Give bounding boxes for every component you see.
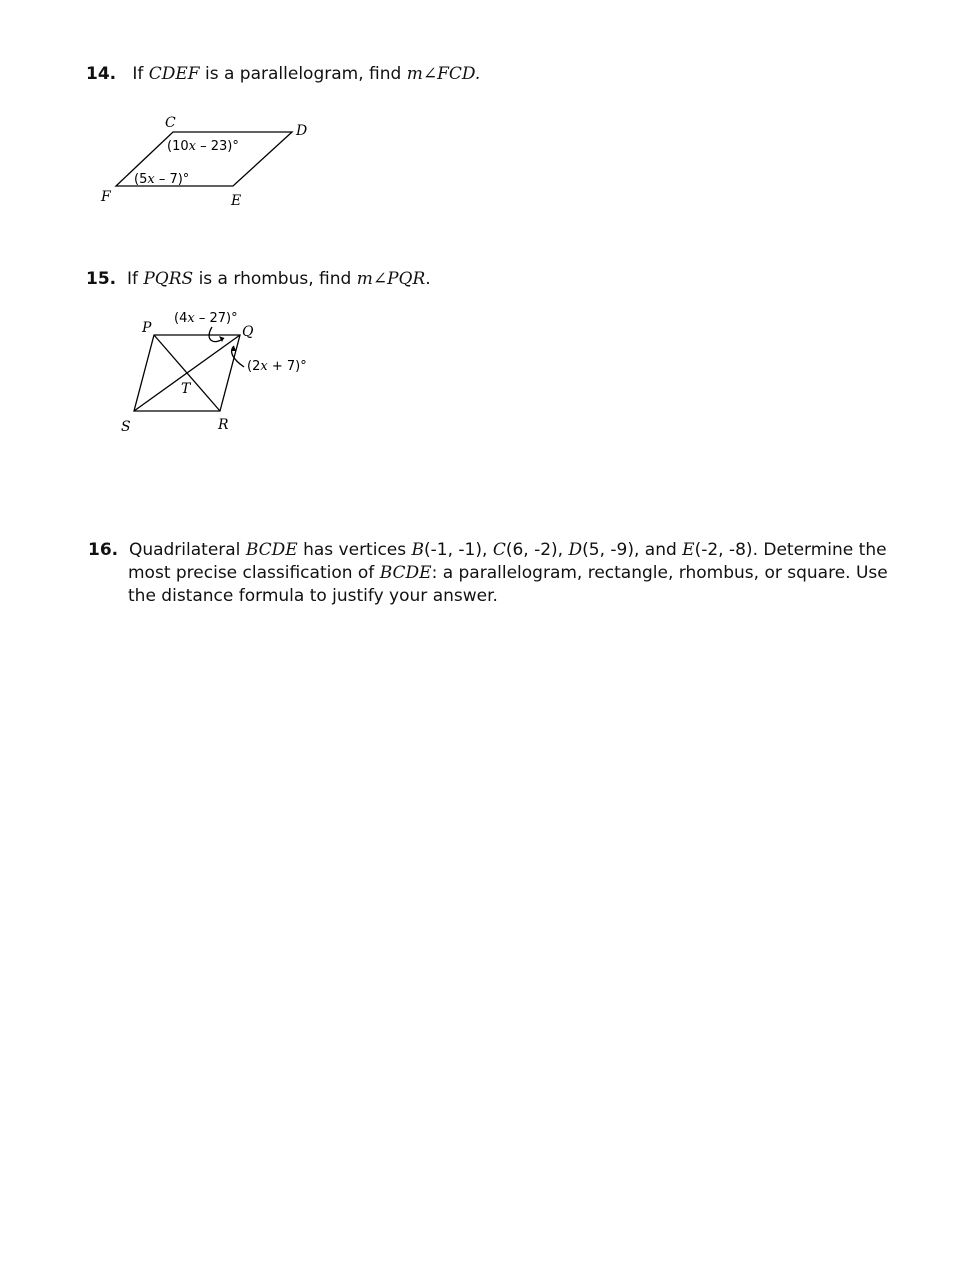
question-text: If bbox=[132, 64, 144, 84]
figure-name: PQRS bbox=[143, 269, 194, 289]
vertex-label-e: E bbox=[231, 193, 242, 209]
vertex-label-s: S bbox=[121, 419, 131, 435]
question-text: has vertices bbox=[303, 540, 407, 560]
rhombus-pqrs bbox=[134, 327, 244, 411]
diagonal-sq bbox=[134, 335, 240, 411]
question-number: 14. bbox=[86, 64, 117, 84]
vertex-label-c: C bbox=[165, 115, 176, 131]
vertex-label-q: Q bbox=[242, 324, 254, 340]
target-angle: m∠FCD. bbox=[406, 64, 481, 84]
vertex-b: B bbox=[411, 540, 425, 560]
vertex-c-coords: (6, -2), bbox=[505, 540, 564, 560]
vertex-b-coords: (-1, -1), bbox=[424, 540, 488, 560]
figure-name: BCDE bbox=[245, 540, 298, 560]
question-text: is a parallelogram, find bbox=[205, 64, 402, 84]
angle-label-top: (4x – 27)° bbox=[174, 311, 238, 326]
vertex-label-r: R bbox=[218, 417, 229, 433]
angle-label-f: (5x – 7)° bbox=[134, 172, 190, 187]
vertex-label-p: P bbox=[142, 320, 152, 336]
angle-label-c: (10x – 23)° bbox=[167, 139, 239, 154]
vertex-d: D bbox=[568, 540, 583, 560]
question-text: most precise classification of bbox=[128, 563, 375, 583]
angle-label-side: (2x + 7)° bbox=[247, 359, 307, 374]
question-text: is a rhombus, find bbox=[198, 269, 352, 289]
vertex-label-d: D bbox=[296, 123, 308, 139]
vertex-e-coords: (-2, -8). Determine the bbox=[694, 540, 887, 560]
center-label-t: T bbox=[181, 381, 191, 397]
question-16-line-3: the distance formula to justify your answer. bbox=[128, 586, 498, 606]
question-text: Quadrilateral bbox=[128, 540, 241, 560]
vertex-e: E bbox=[682, 540, 695, 560]
figure-name: CDEF bbox=[148, 64, 200, 84]
figure-name: BCDE bbox=[379, 563, 432, 583]
question-text: If bbox=[126, 269, 138, 289]
question-text: : a parallelogram, rectangle, rhombus, or square. Use bbox=[431, 563, 888, 583]
vertex-label-f: F bbox=[101, 189, 111, 205]
target-angle: m∠PQR bbox=[356, 269, 426, 289]
question-number: 16. bbox=[88, 540, 119, 560]
vertex-d-coords: (5, -9), and bbox=[582, 540, 677, 560]
vertex-c: C bbox=[492, 540, 506, 560]
period: . bbox=[425, 269, 431, 289]
question-number: 15. bbox=[86, 269, 117, 289]
